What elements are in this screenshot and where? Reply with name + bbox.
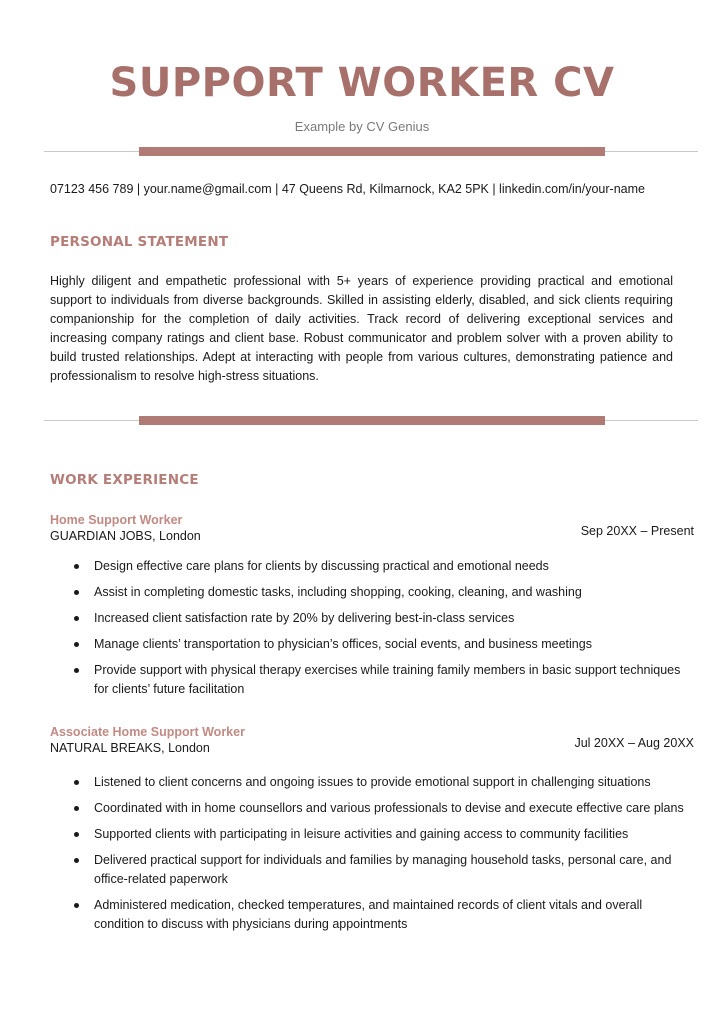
bullet-text: Supported clients with participating in leisure activities and gaining access to community facilities (94, 827, 629, 841)
bullet-text: Coordinated with in home counsellors and various professionals to devise and execute effective care plans (94, 801, 684, 815)
job-title: Associate Home Support Worker (50, 725, 245, 739)
job-dates: Jul 20XX – Aug 20XX (574, 736, 694, 750)
job-entry (50, 512, 694, 545)
bullet-text: Administered medication, checked temperatures, and maintained records of client vitals and overall condition to discuss with physicians during appointments (94, 898, 643, 931)
job-title: Home Support Worker (50, 513, 183, 527)
section-accent-bar (139, 416, 605, 425)
list-item (50, 635, 694, 654)
bullet-icon (74, 903, 79, 908)
contact-line: 07123 456 789 | your.name@gmail.com | 47 Queens Rd, Kilmarnock, KA2 5PK | linkedin.com/in/your-name (50, 182, 645, 196)
list-item (50, 825, 694, 844)
bullet-text: Increased client satisfaction rate by 20% by delivering best-in-class services (94, 611, 515, 625)
bullet-icon (74, 780, 79, 785)
personal-statement-text: Highly diligent and empathetic professional with 5+ years of experience providing practical and emotional support to individuals from diverse backgrounds. Skilled in assisting elderly, disabled, and sick clients requiring companionship for the completion of daily activities. Track record of delivering exceptional services and increasing company ratings and client base. Robust communicator and problem solver with a proven ability to build trusted relationships. Adept at interacting with people from various cultures, demonstrating patience and professionalism to resolve high-stress situations. (50, 274, 673, 383)
list-item (50, 609, 694, 628)
list-item (50, 557, 694, 576)
list-item (50, 896, 694, 934)
cv-subtitle: Example by CV Genius (294, 119, 430, 134)
bullet-icon (74, 858, 79, 863)
bullet-icon (74, 642, 79, 647)
list-item (50, 773, 694, 792)
job-dates: Sep 20XX – Present (580, 524, 694, 538)
list-item (50, 661, 694, 699)
bullet-icon (74, 832, 79, 837)
list-item (50, 851, 694, 889)
bullet-icon (74, 616, 79, 621)
bullet-text: Manage clients’ transportation to physician’s offices, social events, and business meetings (94, 637, 592, 651)
bullet-text: Design effective care plans for clients by discussing practical and emotional needs (94, 559, 549, 573)
list-item (50, 799, 694, 818)
bullet-icon (74, 564, 79, 569)
job-entry (50, 724, 694, 757)
job-bullet-list (50, 557, 694, 699)
job-bullet-list (50, 773, 694, 934)
job-company: GUARDIAN JOBS, London (50, 529, 201, 543)
work-experience-heading: WORK EXPERIENCE (50, 472, 199, 488)
list-item (50, 583, 694, 602)
personal-statement-heading: PERSONAL STATEMENT (50, 234, 229, 250)
bullet-text: Delivered practical support for individuals and families by managing household tasks, personal care, and office-related paperwork (94, 853, 672, 886)
bullet-text: Listened to client concerns and ongoing issues to provide emotional support in challenging situations (94, 775, 651, 789)
job-company: NATURAL BREAKS, London (50, 741, 210, 755)
bullet-icon (74, 806, 79, 811)
bullet-icon (74, 590, 79, 595)
bullet-icon (74, 668, 79, 673)
cv-title: SUPPORT WORKER CV (109, 60, 615, 106)
header-accent-bar (139, 147, 605, 156)
bullet-text: Provide support with physical therapy exercises while training family members in basic support techniques for clients’ future facilitation (94, 663, 681, 696)
bullet-text: Assist in completing domestic tasks, including shopping, cooking, cleaning, and washing (94, 585, 582, 599)
